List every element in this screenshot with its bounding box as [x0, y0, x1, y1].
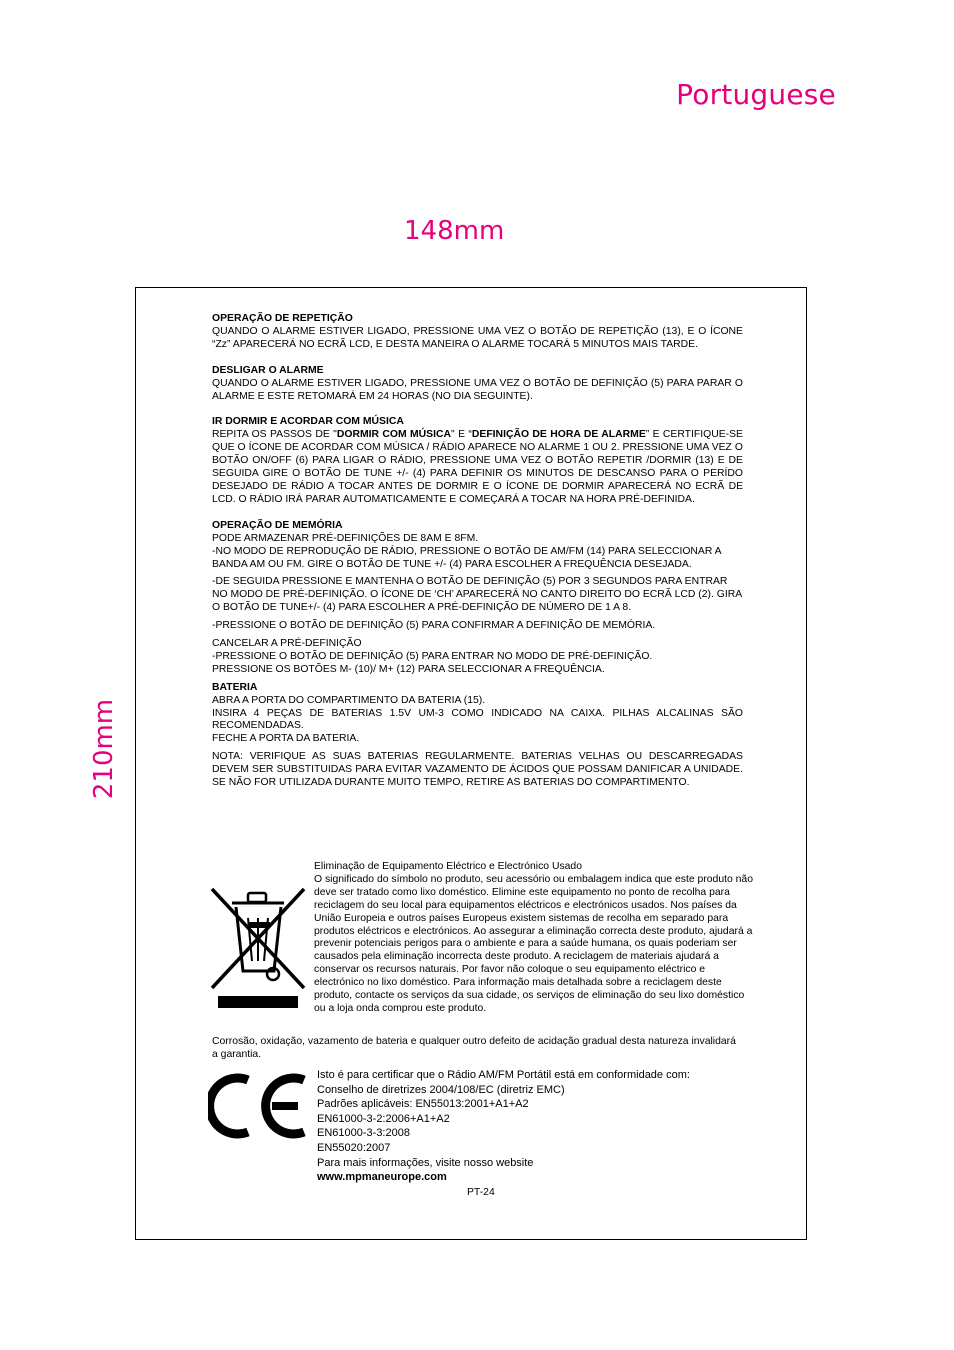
memory-cancel-title: CANCELAR A PRÉ-DEFINIÇÃO — [212, 638, 362, 650]
battery-title: BATERIA — [212, 681, 258, 693]
language-label: Portuguese — [676, 78, 836, 111]
page-number: PT-24 — [467, 1187, 495, 1198]
ce-declaration — [317, 1068, 747, 1185]
memory-para1: -NO MODO DE REPRODUÇÃO DE RÁDIO, PRESSIONE O BOTÃO DE AM/FM (14) PARA SELECCIONAR A BANDA AM OU FM. GIRE O BOTÃO DE TUNE +/- (4) PARA ESCOLHER A FREQUÊNCIA DESEJADA. — [212, 545, 722, 570]
ce-line: Padrões aplicáveis: EN55013:2001+A1+A2 — [317, 1098, 529, 1111]
memory-title: OPERAÇÃO DE MEMÓRIA — [212, 519, 343, 531]
memory-cancel-line2: PRESSIONE OS BOTÕES M- (10)/ M+ (12) PARA SELECCIONAR A FREQUÊNCIA. — [212, 663, 605, 675]
corrosion-warranty-note: Corrosão, oxidação, vazamento de bateria e qualquer outro defeito de acidação gradual desta natureza invalidará a garantia. — [212, 1036, 736, 1060]
alarm-off-title: DESLIGAR O ALARME — [212, 364, 324, 376]
ce-line: EN61000-3-2:2006+A1+A2 — [317, 1112, 450, 1125]
memory-line1: PODE ARMAZENAR PRÉ-DEFINIÇÕES DE 8AM E 8FM. — [212, 532, 479, 544]
weee-title: Eliminação de Equipamento Eléctrico e Electrónico Usado — [314, 861, 582, 872]
crossed-out-wheelie-bin-icon — [208, 873, 308, 1008]
ce-line: EN55020:2007 — [317, 1141, 391, 1154]
width-dimension-label: 148mm — [404, 216, 505, 246]
battery-line2: INSIRA 4 PEÇAS DE BATERIAS 1.5V UM-3 COMO INDICADO NA CAIXA. PILHAS ALCALINAS SÃO RECOMENDADAS. — [212, 707, 743, 732]
ce-line: Isto é para certificar que o Rádio AM/FM Portátil está em conformidade com: — [317, 1069, 690, 1081]
sleep-text: REPITA OS PASSOS DE "DORMIR COM MÚSICA" E “DEFINIÇÃO DE HORA DE ALARME” E CERTIFIQUE-SE QUE O ÍCONE DE ACORDAR COM MÚSICA / RÁDIO APARECE NO ALARME 1 OU 2. PRESSIONE UMA VEZ O BOTÃO ON/OFF (6) PARA LIGAR O RÁDIO, PRESSIONE UMA VEZ O BOTÃO REPETIR /DORMIR (13) E DE SEGUIDA GIRE O BOTÃO DE TUNE +/- (4) PARA DEFINIR OS MINUTOS DE DESCANSO PARA O PERÍDO DESEJADO DE RÁDIO A TOCAR ANTES DE DORMIR E O ÍCONE DE DORMIR APARECERÁ NO ECRÃ DE LCD. O RÁDIO IRÁ PARAR AUTOMATICAMENTE E COMEÇARÁ A TOCAR NA HORA PRÉ-DEFINIDA. — [212, 429, 743, 505]
website-link[interactable]: www.mpmaneurope.com — [317, 1171, 447, 1184]
battery-line1: ABRA A PORTA DO COMPARTIMENTO DA BATERIA (15). — [212, 694, 486, 706]
repeat-text: QUANDO O ALARME ESTIVER LIGADO, PRESSIONE UMA VEZ O BOTÃO DE REPETIÇÃO (13), E O ÍCONE “Zz” APARECERÁ NO ECRÃ LCD, E DESTA MANEIRA O ALARME TOCARÁ 5 MINUTOS MAIS TARDE. — [212, 325, 743, 350]
memory-para2: -DE SEGUIDA PRESSIONE E MANTENHA O BOTÃO DE DEFINIÇÃO (5) POR 3 SEGUNDOS PARA ENTRAR NO MODO DE PRÉ-DEFINIÇÃO. O ÍCONE DE ‘CH’ APARECERÁ NO CANTO DIREITO DO ECRÃ LCD (2). GIRA O BOTÃO DE TUNE+/- (4) PARA ESCOLHER A PRÉ-DEFINIÇÃO DE NÚMERO DE 1 A 8. — [212, 576, 742, 614]
ce-mark-icon — [208, 1072, 306, 1140]
manual-content — [212, 313, 743, 790]
memory-cancel-line1: -PRESSIONE O BOTÃO DE DEFINIÇÃO (5) PARA ENTRAR NO MODO DE PRÉ-DEFINIÇÃO. — [212, 650, 653, 662]
memory-para3: -PRESSIONE O BOTÃO DE DEFINIÇÃO (5) PARA CONFIRMAR A DEFINIÇÃO DE MEMÓRIA. — [212, 620, 656, 632]
battery-line3: FECHE A PORTA DA BATERIA. — [212, 733, 360, 745]
ce-line: Conselho de diretrizes 2004/108/EC (diretriz EMC) — [317, 1083, 565, 1096]
ce-line: EN61000-3-3:2008 — [317, 1127, 410, 1140]
alarm-off-text: QUANDO O ALARME ESTIVER LIGADO, PRESSIONE UMA VEZ O BOTÃO DE DEFINIÇÃO (5) PARA PARAR O ALARME E ESTE RETOMARÁ EM 24 HORAS (NO DIA SEGUINTE). — [212, 377, 743, 402]
height-dimension-label: 210mm — [89, 698, 119, 800]
repeat-title: OPERAÇÃO DE REPETIÇÃO — [212, 313, 353, 324]
weee-text-block — [314, 861, 754, 1016]
ce-line: Para mais informações, visite nosso website — [317, 1156, 534, 1169]
weee-text: O significado do símbolo no produto, seu acessório ou embalagem indica que este produto não deve ser tratado como lixo doméstico. Elimine este equipamento no ponto de recolha para reciclagem do seu local para equipamentos eléctricos e electrónicos usados. Nos países da União Europeia e outros países Europeus existem sistemas de recolha em separado para produtos eléctricos e electrónicos. Ao assegurar a eliminação correcta deste produto, ajudará a prevenir potenciais perigos para o ambiente e para a saúde humana, os quais poderiam ser causados pela eliminação incorrecta deste produto. A reciclagem de materiais ajudará a conservar os recursos naturais. Por favor não coloque o seu equipamento eléctrico e electrónico no lixo doméstico. Para informação mais detalhada sobre a reciclagem deste produto, contacte os serviços da sua cidade, os serviços de eliminação do seu lixo doméstico ou a loja onda comprou este produto. — [314, 873, 753, 1014]
sleep-title: IR DORMIR E ACORDAR COM MÚSICA — [212, 416, 404, 428]
battery-note: NOTA: VERIFIQUE AS SUAS BATERIAS REGULARMENTE. BATERIAS VELHAS OU DESCARREGADAS DEVEM SER SUBSTITUIDAS PARA EVITAR VAZAMENTO DE ÁCIDOS QUE POSSAM DANIFICAR A UNIDADE. SE NÃO FOR UTILIZADA DURANTE MUITO TEMPO, RETIRE AS BATERIAS DO COMPARTIMENTO. — [212, 751, 743, 789]
